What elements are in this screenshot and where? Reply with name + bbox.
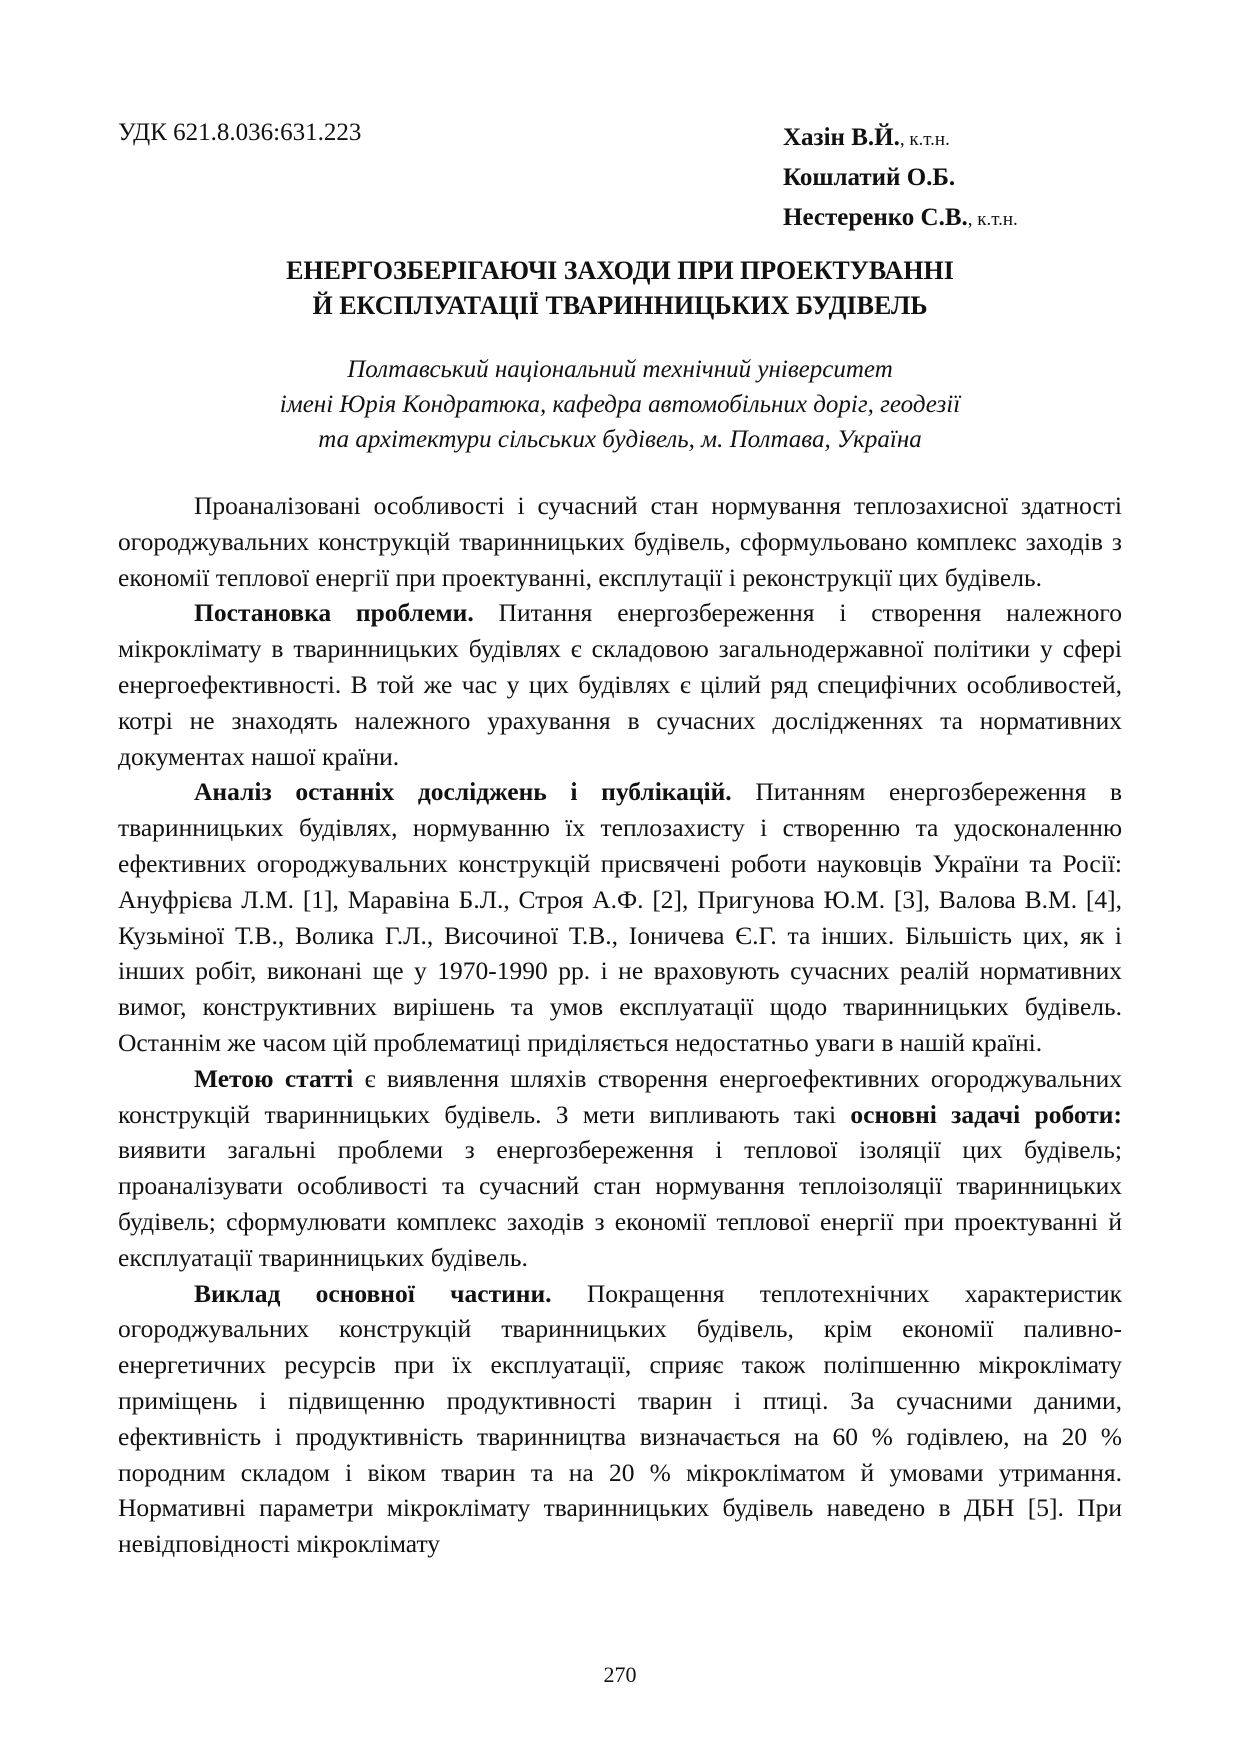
author-degree: , к.т.н. (967, 209, 1018, 230)
analysis-text: Питанням енергозбереження в тваринницьких будівлях, нормуванню їх теплозахисту і створенню та удосконаленню ефективних огороджувальних конструкцій присвячені роботи науковців України та Росії: Ануфрієва Л.М. [1], Маравіна Б.Л., Строя А.Ф. [2], Пригунова Ю.М. [3], Валова В.М. [4], Кузьміної Т.В., Волика Г.Л., Височиної Т.В., Іоничева Є.Г. та інших. Більшість цих, як і інших робіт, виконані ще у 1970-1990 рр. і не враховують сучасних реалій нормативних вимог, конструктивних вирішень та умов експлуатації щодо тваринницьких будівель. Останнім же часом цій проблематиці приділяється недостатньо уваги в нашій країні. (118, 777, 1122, 1057)
main-text: Покращення теплотехнічних характеристик огороджувальних конструкцій тваринницьких будівель, крім економії паливно-енергетичних ресурсів при їх експлуатації, сприяє також поліпшенню мікроклімату приміщень і підвищенню продуктивності тварин і птиці. За сучасними даними, ефективність і продуктивність тваринництва визначається на 60 % годівлею, на 20 % породним складом і віком тварин та на 20 % мікрокліматом й умовами утримання. Нормативні параметри мікроклімату тваринницьких будівель наведено в ДБН [5]. При невідповідності мікроклімату (118, 1278, 1123, 1559)
main-paragraph (118, 1276, 1122, 1562)
problem-text: Питання енергозбереження і створення належного мікроклімату в тваринницьких будівлях є складовою загальнодержавної політики у сфері енергоефективності. В той же час у цих будівлях є цілий ряд специфічних особливостей, котрі не знаходять належного урахування в сучасних дослідженнях та нормативних документах нашої країни. (118, 598, 1122, 771)
author-name: Нестеренко С.В. (783, 204, 968, 231)
affiliation-line: Полтавський національний технічний університет (347, 356, 893, 383)
goal-text: є виявлення шляхів створення енергоефективних огороджувальних конструкцій тваринницьких будівель. З мети випливають такі (118, 1063, 1123, 1129)
article-body (118, 488, 1122, 1562)
analysis-paragraph (118, 774, 1122, 1060)
page-number: 270 (603, 1662, 637, 1687)
author-entry (783, 159, 1018, 199)
author-entry (783, 119, 1018, 159)
tasks-text: виявити загальні проблеми з енергозбереження і теплової ізоляції цих будівель; проаналізувати особливості та сучасний стан нормування теплоізоляції тваринницьких будівель; сформулювати комплекс заходів з економії теплової енергії при проектуванні й експлуатації тваринницьких будівель. (118, 1135, 1122, 1272)
problem-heading: Постановка проблеми. (194, 598, 474, 628)
affiliation-line: імені Юрія Кондратюка, кафедра автомобільних доріг, геодезії (279, 391, 961, 418)
author-list (783, 119, 1018, 239)
paper-title-line: Й ЕКСПЛУАТАЦІЇ ТВАРИННИЦЬКИХ БУДІВЕЛЬ (312, 291, 928, 320)
affiliation-line: та архітектури сільських будівель, м. Полтава, Україна (318, 426, 922, 453)
problem-paragraph (118, 595, 1122, 774)
author-entry (783, 199, 1018, 239)
paper-title-line: ЕНЕРГОЗБЕРІГАЮЧІ ЗАХОДИ ПРИ ПРОЕКТУВАННІ (286, 256, 954, 285)
affiliation (118, 352, 1122, 457)
author-name: Кошлатий О.Б. (783, 164, 956, 191)
paper-title (118, 253, 1122, 323)
analysis-heading: Аналіз останніх досліджень і публікацій. (194, 777, 732, 807)
author-name: Хазін В.Й. (783, 124, 900, 151)
main-heading: Виклад основної частини. (194, 1278, 552, 1308)
tasks-heading: основні задачі роботи: (850, 1099, 1122, 1129)
udk-code: УДК 621.8.036:631.223 (118, 119, 362, 146)
abstract-paragraph: Проаналізовані особливості і сучасний стан нормування теплозахисної здатності огороджувальних конструкцій тваринницьких будівель, сформульовано комплекс заходів з економії теплової енергії при проектуванні, експлутації і реконструкції цих будівель. (118, 491, 1122, 592)
author-degree: , к.т.н. (899, 129, 950, 150)
goal-heading: Метою статті (194, 1063, 354, 1093)
goal-paragraph (118, 1061, 1122, 1276)
